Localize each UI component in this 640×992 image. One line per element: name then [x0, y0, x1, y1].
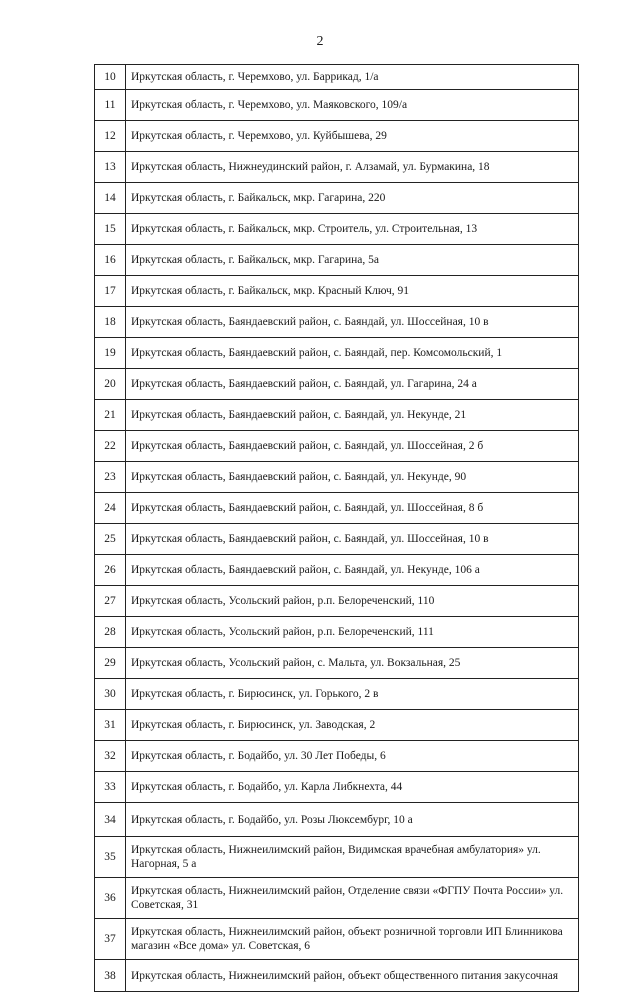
table-row: [95, 338, 579, 369]
row-number: 20: [95, 369, 126, 400]
table-row: [95, 121, 579, 152]
address-cell: Иркутская область, Баяндаевский район, с. Баяндай, ул. Гагарина, 24 а: [126, 369, 579, 400]
address-cell: Иркутская область, г. Бодайбо, ул. Розы Люксембург, 10 а: [126, 803, 579, 837]
row-number: 33: [95, 772, 126, 803]
row-number: 11: [95, 90, 126, 121]
table-row: [95, 524, 579, 555]
table-row: [95, 679, 579, 710]
address-cell: Иркутская область, г. Байкальск, мкр. Красный Ключ, 91: [126, 276, 579, 307]
address-cell: Иркутская область, г. Бодайбо, ул. 30 Лет Победы, 6: [126, 741, 579, 772]
row-number: 35: [95, 837, 126, 878]
table-row: [95, 183, 579, 214]
row-number: 34: [95, 803, 126, 837]
row-number: 32: [95, 741, 126, 772]
row-number: 28: [95, 617, 126, 648]
row-number: 31: [95, 710, 126, 741]
row-number: 25: [95, 524, 126, 555]
table-row: [95, 431, 579, 462]
table-row: [95, 586, 579, 617]
table-row: [95, 648, 579, 679]
address-cell: Иркутская область, г. Бодайбо, ул. Карла Либкнехта, 44: [126, 772, 579, 803]
row-number: 27: [95, 586, 126, 617]
row-number: 19: [95, 338, 126, 369]
address-cell: Иркутская область, г. Байкальск, мкр. Гагарина, 5а: [126, 245, 579, 276]
address-cell: Иркутская область, Баяндаевский район, с. Баяндай, ул. Шоссейная, 8 б: [126, 493, 579, 524]
address-cell: Иркутская область, Нижнеудинский район, г. Алзамай, ул. Бурмакина, 18: [126, 152, 579, 183]
address-cell: Иркутская область, Нижнеилимский район, Видимская врачебная амбулатория» ул. Нагорная, 5 а: [126, 837, 579, 878]
address-cell: Иркутская область, Баяндаевский район, с. Баяндай, ул. Некунде, 90: [126, 462, 579, 493]
address-cell: Иркутская область, Баяндаевский район, с. Баяндай, ул. Шоссейная, 2 б: [126, 431, 579, 462]
table-row: [95, 369, 579, 400]
table-row: [95, 65, 579, 90]
address-cell: Иркутская область, г. Байкальск, мкр. Строитель, ул. Строительная, 13: [126, 214, 579, 245]
address-cell: Иркутская область, Нижнеилимский район, Отделение связи «ФГПУ Почта России» ул. Советская, 31: [126, 878, 579, 919]
address-cell: Иркутская область, г. Бирюсинск, ул. Горького, 2 в: [126, 679, 579, 710]
table-row: [95, 960, 579, 992]
row-number: 36: [95, 878, 126, 919]
address-table: [94, 64, 579, 992]
address-cell: Иркутская область, г. Черемхово, ул. Маяковского, 109/а: [126, 90, 579, 121]
row-number: 14: [95, 183, 126, 214]
address-cell: Иркутская область, г. Черемхово, ул. Куйбышева, 29: [126, 121, 579, 152]
table-row: [95, 617, 579, 648]
row-number: 16: [95, 245, 126, 276]
row-number: 37: [95, 919, 126, 960]
address-cell: Иркутская область, г. Черемхово, ул. Баррикад, 1/а: [126, 65, 579, 90]
row-number: 30: [95, 679, 126, 710]
row-number: 18: [95, 307, 126, 338]
address-cell: Иркутская область, Баяндаевский район, с. Баяндай, ул. Некунде, 21: [126, 400, 579, 431]
table-row: [95, 307, 579, 338]
address-cell: Иркутская область, г. Байкальск, мкр. Гагарина, 220: [126, 183, 579, 214]
table-row: [95, 878, 579, 919]
address-cell: Иркутская область, г. Бирюсинск, ул. Заводская, 2: [126, 710, 579, 741]
row-number: 10: [95, 65, 126, 90]
table-row: [95, 710, 579, 741]
row-number: 17: [95, 276, 126, 307]
table-row: [95, 462, 579, 493]
address-cell: Иркутская область, Усольский район, р.п. Белореченский, 110: [126, 586, 579, 617]
address-cell: Иркутская область, Баяндаевский район, с. Баяндай, ул. Шоссейная, 10 в: [126, 307, 579, 338]
address-cell: Иркутская область, Нижнеилимский район, объект розничной торговли ИП Блинникова магазин «Все дома» ул. Советская, 6: [126, 919, 579, 960]
table-row: [95, 741, 579, 772]
address-cell: Иркутская область, Усольский район, с. Мальта, ул. Вокзальная, 25: [126, 648, 579, 679]
row-number: 26: [95, 555, 126, 586]
table-row: [95, 555, 579, 586]
address-cell: Иркутская область, Баяндаевский район, с. Баяндай, пер. Комсомольский, 1: [126, 338, 579, 369]
row-number: 13: [95, 152, 126, 183]
page-number: 2: [316, 34, 324, 49]
row-number: 23: [95, 462, 126, 493]
address-cell: Иркутская область, Усольский район, р.п. Белореченский, 111: [126, 617, 579, 648]
table-row: [95, 772, 579, 803]
table-row: [95, 276, 579, 307]
address-cell: Иркутская область, Баяндаевский район, с. Баяндай, ул. Некунде, 106 а: [126, 555, 579, 586]
table-row: [95, 837, 579, 878]
row-number: 21: [95, 400, 126, 431]
table-row: [95, 803, 579, 837]
table-row: [95, 493, 579, 524]
row-number: 12: [95, 121, 126, 152]
row-number: 29: [95, 648, 126, 679]
table-row: [95, 245, 579, 276]
row-number: 22: [95, 431, 126, 462]
table-row: [95, 152, 579, 183]
row-number: 15: [95, 214, 126, 245]
table-row: [95, 214, 579, 245]
table-row: [95, 90, 579, 121]
address-cell: Иркутская область, Нижнеилимский район, объект общественного питания закусочная: [126, 960, 579, 992]
table-row: [95, 919, 579, 960]
row-number: 38: [95, 960, 126, 992]
row-number: 24: [95, 493, 126, 524]
table-row: [95, 400, 579, 431]
address-cell: Иркутская область, Баяндаевский район, с. Баяндай, ул. Шоссейная, 10 в: [126, 524, 579, 555]
